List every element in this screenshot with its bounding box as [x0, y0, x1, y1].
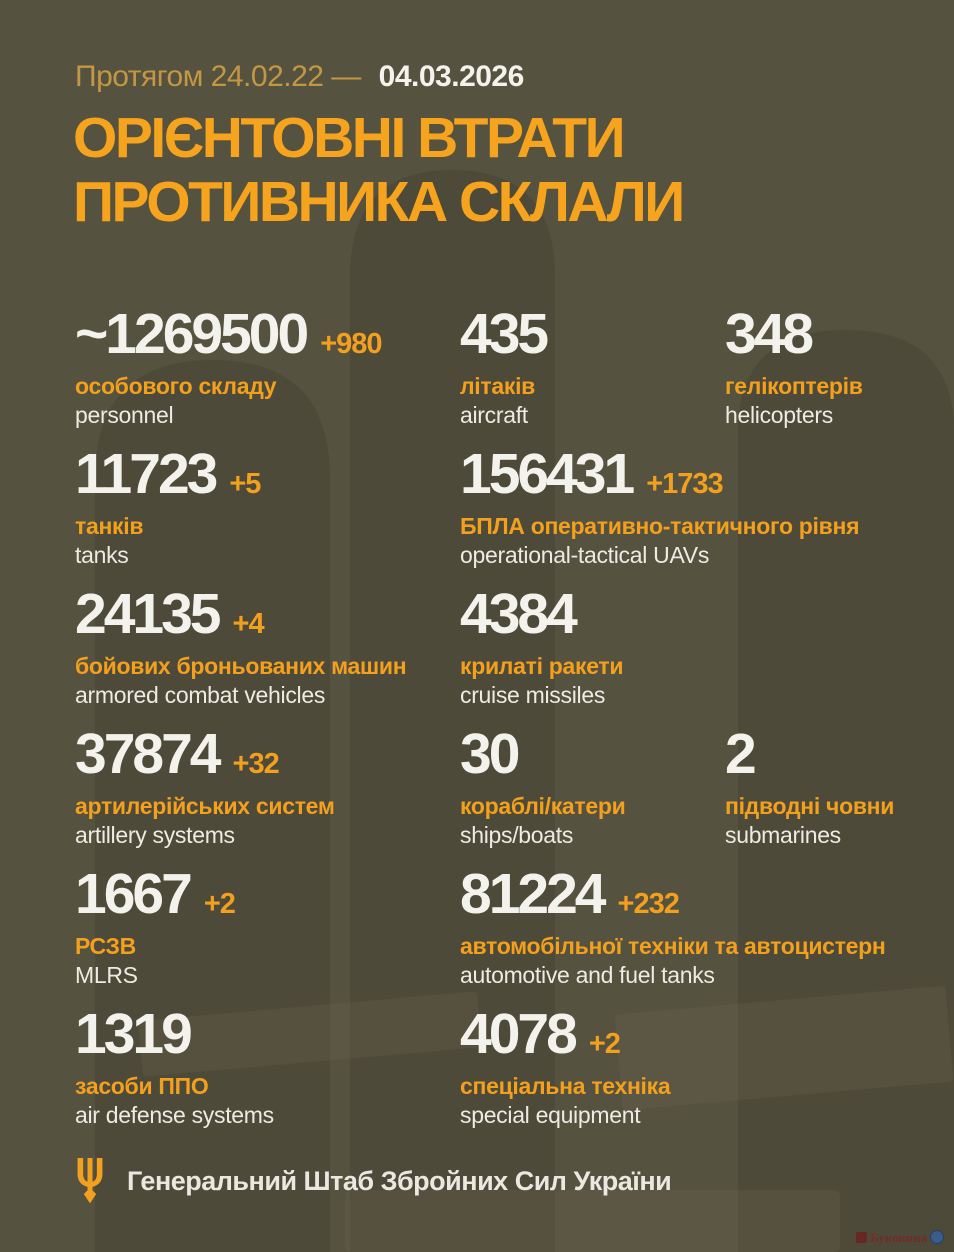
stat-value-line	[460, 302, 725, 366]
stat-label-ua: БПЛА оперативно-тактичного рівня	[460, 513, 860, 539]
stat-delta: +1733	[646, 468, 723, 500]
stat-label-ua: кораблі/катери	[460, 793, 626, 819]
stat-label-en: tanks	[75, 542, 129, 569]
period-prefix: Протягом 24.02.22 —	[75, 60, 361, 93]
stat-label-en: aircraft	[460, 402, 528, 429]
losses-grid	[75, 300, 937, 1140]
stat-label-en: armored combat vehicles	[75, 682, 326, 709]
stat-label-en: artillery systems	[75, 822, 235, 849]
stat-delta: +232	[617, 888, 679, 920]
stat-value: 1319	[75, 1002, 190, 1066]
stat-tanks	[75, 440, 460, 580]
stat-label-en: MLRS	[75, 962, 138, 989]
stat-submarines	[725, 720, 937, 860]
report-period	[75, 60, 524, 94]
stat-aircraft	[460, 300, 725, 440]
stat-value-line	[75, 862, 460, 926]
stat-value: 11723	[75, 442, 216, 506]
watermark-text: Буковина	[870, 1229, 927, 1245]
stat-value: ~1269500	[75, 302, 307, 366]
stat-label-ua: танків	[75, 513, 144, 539]
stat-delta: +5	[229, 468, 261, 500]
stat-cruise-missiles	[460, 580, 937, 720]
stat-value-line	[460, 862, 937, 926]
page-title-line2: ПРОТИВНИКА СКЛАЛИ	[73, 170, 683, 235]
stat-uavs	[460, 440, 937, 580]
stat-value-line	[725, 722, 937, 786]
stat-value-line	[460, 582, 937, 646]
stat-label-en: operational-tactical UAVs	[460, 542, 710, 569]
stat-delta: +4	[232, 608, 264, 640]
stat-label-ua: особового складу	[75, 373, 277, 399]
stat-delta: +980	[320, 328, 382, 360]
stat-delta: +2	[588, 1028, 620, 1060]
stat-label-en: automotive and fuel tanks	[460, 962, 715, 989]
stat-label-ua: РСЗВ	[75, 933, 136, 959]
stat-value: 4384	[460, 582, 575, 646]
stat-value: 435	[460, 302, 547, 366]
stat-label-en: submarines	[725, 822, 841, 849]
stat-special-equipment	[460, 1000, 937, 1140]
stat-value: 1667	[75, 862, 190, 926]
stat-value-line	[460, 1002, 937, 1066]
stat-ships	[460, 720, 725, 860]
stat-delta: +2	[203, 888, 235, 920]
stat-armored-vehicles	[75, 580, 460, 720]
watermark-crest-icon	[856, 1232, 867, 1243]
stat-value-line	[75, 582, 460, 646]
stat-value-line	[75, 302, 460, 366]
stat-automotive	[460, 860, 937, 1000]
stat-value-line	[460, 442, 937, 506]
stat-air-defense	[75, 1000, 460, 1140]
stat-label-en: special equipment	[460, 1102, 641, 1129]
footer-org-label: Генеральний Штаб Збройних Сил України	[127, 1165, 672, 1196]
page-title	[73, 106, 683, 235]
footer	[75, 1158, 671, 1204]
stat-value-line	[75, 442, 460, 506]
stat-value-line	[460, 722, 725, 786]
stat-label-ua: гелікоптерів	[725, 373, 863, 399]
stat-delta: +32	[232, 748, 279, 780]
stat-label-ua: спеціальна техніка	[460, 1073, 671, 1099]
stat-label-en: air defense systems	[75, 1102, 274, 1129]
stat-label-en: personnel	[75, 402, 174, 429]
stat-label-ua: бойових броньованих машин	[75, 653, 407, 679]
stat-value: 81224	[460, 862, 604, 926]
stat-value: 30	[460, 722, 518, 786]
stat-label-ua: літаків	[460, 373, 535, 399]
stat-value: 24135	[75, 582, 219, 646]
stat-artillery	[75, 720, 460, 860]
stat-value: 4078	[460, 1002, 575, 1066]
stat-value: 348	[725, 302, 812, 366]
stat-helicopters	[725, 300, 937, 440]
trident-icon	[75, 1158, 105, 1204]
bukovyna-watermark	[856, 1230, 944, 1244]
stat-value: 2	[725, 722, 754, 786]
stat-label-en: cruise missiles	[460, 682, 606, 709]
stat-label-ua: автомобільної техніки та автоцистерн	[460, 933, 886, 959]
stat-value: 156431	[460, 442, 633, 506]
stat-label-en: helicopters	[725, 402, 833, 429]
stat-label-ua: підводні човни	[725, 793, 895, 819]
stat-personnel	[75, 300, 460, 440]
stat-value-line	[725, 302, 937, 366]
stat-mlrs	[75, 860, 460, 1000]
stat-value-line	[75, 722, 460, 786]
stat-label-ua: крилаті ракети	[460, 653, 624, 679]
stat-label-en: ships/boats	[460, 822, 574, 849]
watermark-badge-icon	[930, 1230, 944, 1244]
stat-label-ua: засоби ППО	[75, 1073, 209, 1099]
stat-value: 37874	[75, 722, 219, 786]
page-title-line1: ОРІЄНТОВНІ ВТРАТИ	[73, 106, 624, 170]
stat-label-ua: артилерійських систем	[75, 793, 335, 819]
stat-value-line	[75, 1002, 460, 1066]
report-date: 04.03.2026	[378, 60, 524, 93]
